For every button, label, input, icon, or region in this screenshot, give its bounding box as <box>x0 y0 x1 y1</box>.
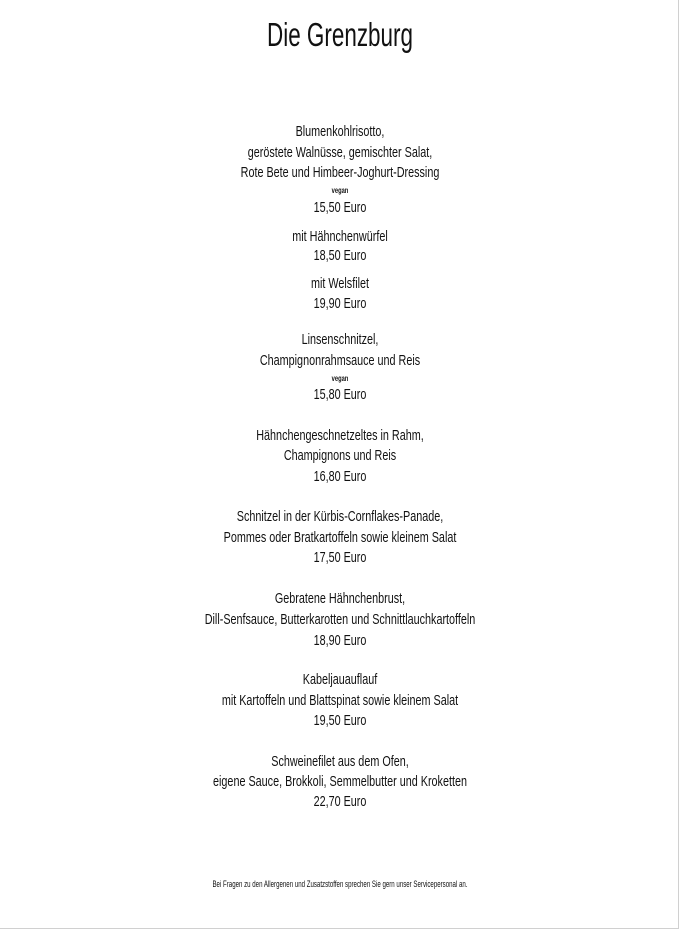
dish-description-line: Blumenkohlrisotto, <box>295 123 385 140</box>
dish-price: 18,50 Euro <box>313 247 367 264</box>
dish-price: 22,70 Euro <box>313 793 367 810</box>
page-title: Die Grenzburg <box>267 16 413 53</box>
dish-description-line: Linsenschnitzel, <box>301 331 379 348</box>
dish-price: 17,50 Euro <box>313 549 367 566</box>
dish-price: 19,50 Euro <box>313 712 367 729</box>
dish-price: 18,90 Euro <box>313 632 367 649</box>
dish-price: 15,80 Euro <box>313 386 367 403</box>
dish-price: 16,80 Euro <box>313 468 367 485</box>
dish-description-line: Rote Bete und Himbeer-Joghurt-Dressing <box>240 164 440 181</box>
dish-description-line: Dill-Senfsauce, Butterkarotten und Schnittlauchkartoffeln <box>204 611 476 628</box>
dish-description-line: Hähnchengeschnetzeltes in Rahm, <box>256 427 424 444</box>
dish-description-line: Champignonrahmsauce und Reis <box>259 352 421 369</box>
allergen-note: Bei Fragen zu den Allergenen und Zusatzstoffen sprechen Sie gern unser Servicepersonal an. <box>212 879 468 889</box>
dish-description-line: eigene Sauce, Brokkoli, Semmelbutter und Kroketten <box>213 773 467 790</box>
dish-description-line: geröstete Walnüsse, gemischter Salat, <box>247 144 433 161</box>
dish-description-line: mit Kartoffeln und Blattspinat sowie kleinem Salat <box>221 692 459 709</box>
dish-description-line: Gebratene Hähnchenbrust, <box>274 590 406 607</box>
dish-description-line: mit Welsfilet <box>310 275 370 292</box>
vegan-label: vegan <box>331 186 349 195</box>
dish-price: 15,50 Euro <box>313 199 367 216</box>
vegan-label: vegan <box>331 374 349 383</box>
dish-description-line: Schweinefilet aus dem Ofen, <box>271 753 409 770</box>
dish-description-line: Champignons und Reis <box>283 447 397 464</box>
dish-description-line: Kabeljauauflauf <box>302 671 378 688</box>
dish-description-line: mit Hähnchenwürfel <box>292 228 388 245</box>
dish-description-line: Pommes oder Bratkartoffeln sowie kleinem Salat <box>223 529 457 546</box>
dish-price: 19,90 Euro <box>313 295 367 312</box>
dish-description-line: Schnitzel in der Kürbis-Cornflakes-Panade, <box>236 508 444 525</box>
